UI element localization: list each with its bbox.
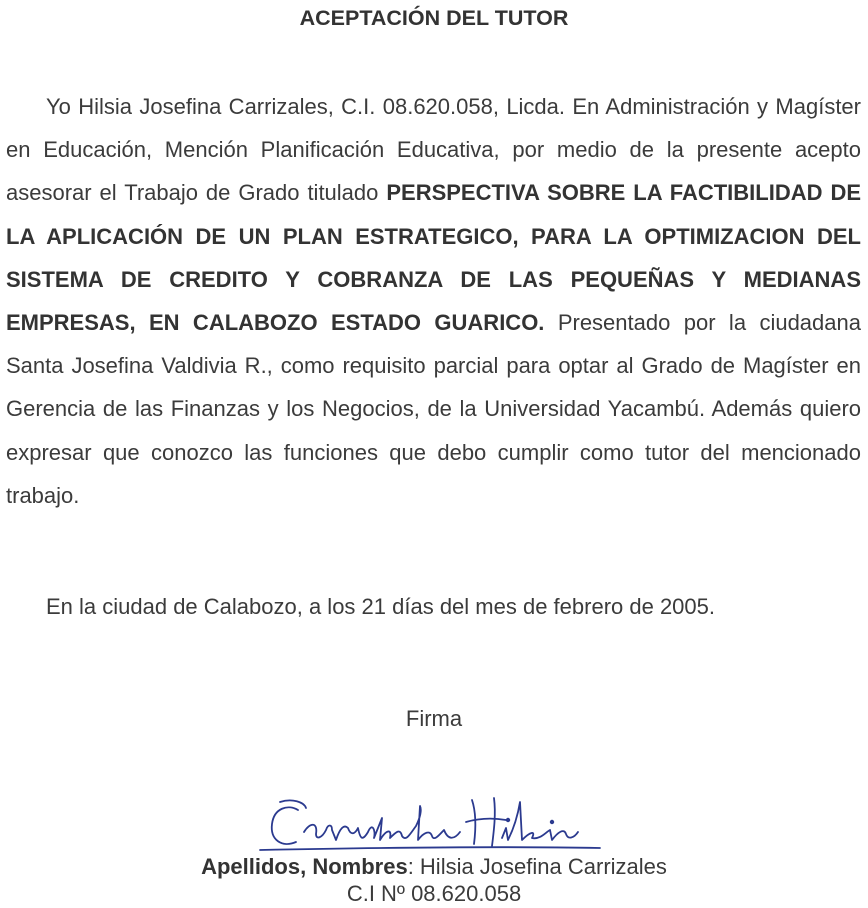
- signer-id: C.I Nº 08.620.058: [346, 881, 522, 906]
- paragraph-rest: Presentado por la ciudadana Santa Josefina Valdivia R., como requisito parcial para optar al Grado de Magíster en Gerencia de las Finanzas y los Negocios, de la Universidad Yacambú. Además quiero expresar que conozco las funciones que debo cumplir como tutor del mencionado trabajo.: [6, 310, 861, 508]
- signer-names-line: [0, 853, 868, 881]
- names-label: Apellidos, Nombres: [201, 854, 408, 879]
- paragraph-intro: Yo Hilsia Josefina Carrizales, C.I. 08.620.058, Licda. En Administración y Magíster en Educación, Mención Planificación Educativa, por medio de la presente acepto asesorar el Trabajo de Grado titulado: [6, 94, 861, 206]
- closing-line: En la ciudad de Calabozo, a los 21 días del mes de febrero de 2005.: [46, 594, 716, 619]
- thesis-title: PERSPECTIVA SOBRE LA FACTIBILIDAD DE LA APLICACIÓN DE UN PLAN ESTRATEGICO, PARA LA OPTIMIZACION DEL SISTEMA DE CREDITO Y COBRANZA DE LAS PEQUEÑAS Y MEDIANAS EMPRESAS, EN CALABOZO ESTADO GUARICO.: [6, 180, 862, 336]
- signature-label: Firma: [405, 706, 463, 731]
- page-title: ACEPTACIÓN DEL TUTOR: [299, 6, 569, 30]
- acceptance-paragraph: [6, 85, 861, 517]
- names-value: : Hilsia Josefina Carrizales: [407, 854, 667, 879]
